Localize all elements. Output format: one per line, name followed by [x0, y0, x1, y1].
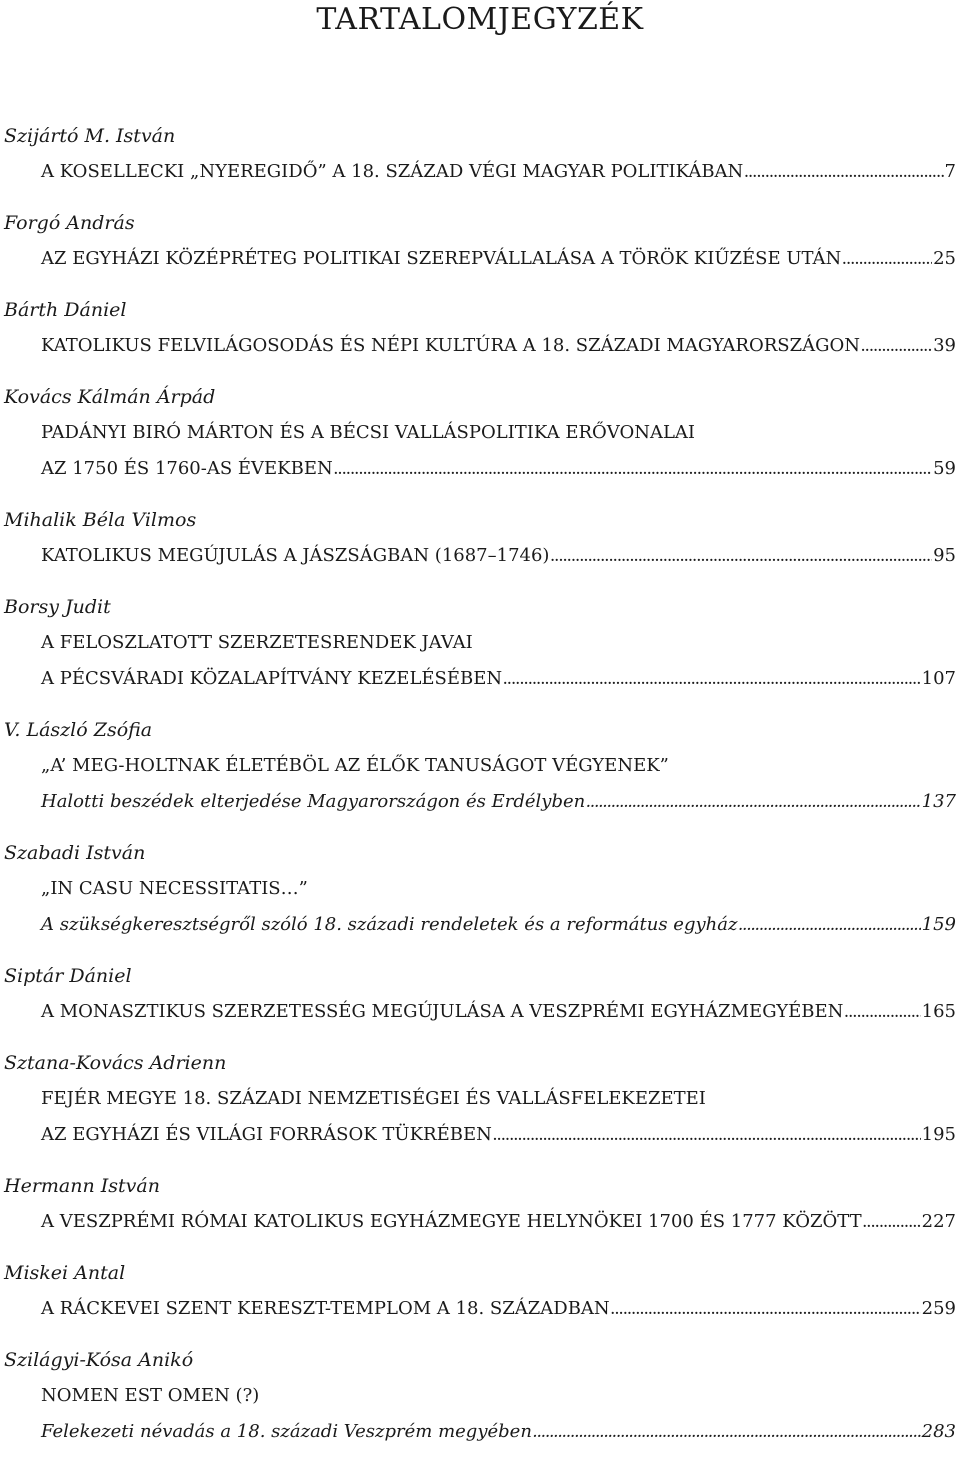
dot-leader	[533, 1415, 921, 1451]
dot-leader	[503, 662, 921, 698]
page-number: 95	[933, 545, 956, 566]
toc-line-title: Felekezeti névadás a 18. századi Veszprém megyében	[41, 1421, 532, 1442]
page-number: 283	[921, 1421, 956, 1442]
toc-author: Borsy Judit	[4, 596, 111, 618]
toc-author: Szilágyi-Kósa Anikó	[4, 1349, 194, 1371]
toc-entry	[4, 1342, 956, 1450]
toc-line-title: KATOLIKUS FELVILÁGOSODÁS ÉS NÉPI KULTÚRA A 18. SZÁZADI MAGYARORSZÁGON	[41, 335, 860, 356]
dot-leader	[586, 785, 920, 821]
toc-line	[41, 748, 956, 784]
toc-line-title: A VESZPRÉMI RÓMAI KATOLIKUS EGYHÁZMEGYE HELYNÖKEI 1700 ÉS 1777 KÖZÖTT	[41, 1211, 862, 1232]
toc-line[interactable]	[41, 1204, 956, 1240]
page-number: 159	[921, 914, 956, 935]
toc-line[interactable]	[41, 1291, 956, 1327]
page-number: 165	[921, 1001, 956, 1022]
page-title: TARTALOMJEGYZÉK	[316, 2, 644, 37]
toc-line-title: A szükségkeresztségről szóló 18. századi rendeletek és a református egyház	[41, 914, 738, 935]
page-number: 39	[933, 335, 956, 356]
page-number: 137	[921, 791, 956, 812]
toc-line-title: „IN CASU NECESSITATIS…”	[41, 878, 308, 899]
toc-author: Forgó András	[4, 212, 135, 234]
toc-line-title: AZ EGYHÁZI KÖZÉPRÉTEG POLITIKAI SZEREPVÁLLALÁSA A TÖRÖK KIŰZÉSE UTÁN	[41, 248, 842, 269]
dot-leader	[744, 155, 943, 191]
dot-leader	[863, 1205, 921, 1241]
toc-line[interactable]	[41, 1414, 956, 1450]
page-number: 259	[921, 1298, 956, 1319]
toc-line[interactable]	[41, 241, 956, 277]
toc-line[interactable]	[41, 154, 956, 190]
toc-author: Mihalik Béla Vilmos	[4, 509, 197, 531]
toc-line	[41, 1378, 956, 1414]
dot-leader	[738, 908, 920, 944]
toc-entry	[4, 1168, 956, 1240]
toc-entry	[4, 118, 956, 190]
toc-author: Szijártó M. István	[4, 125, 176, 147]
toc-line-title: PADÁNYI BIRÓ MÁRTON ÉS A BÉCSI VALLÁSPOLITIKA ERŐVONALAI	[41, 422, 696, 443]
toc-line[interactable]	[41, 994, 956, 1030]
toc-line	[41, 1081, 956, 1117]
page-number: 107	[921, 668, 956, 689]
toc-author: Sztana-Kovács Adrienn	[4, 1052, 227, 1074]
dot-leader	[844, 995, 920, 1031]
dot-leader	[334, 452, 932, 488]
toc-entry	[4, 379, 956, 487]
toc-line-title: FEJÉR MEGYE 18. SZÁZADI NEMZETISÉGEI ÉS VALLÁSFELEKEZETEI	[41, 1088, 706, 1109]
toc-entry	[4, 1255, 956, 1327]
toc-author: Siptár Dániel	[4, 965, 132, 987]
page-number: 7	[944, 161, 956, 182]
toc-line-title: A KOSELLECKI „NYEREGIDŐ” A 18. SZÁZAD VÉGI MAGYAR POLITIKÁBAN	[41, 161, 744, 182]
toc-line-title: AZ EGYHÁZI ÉS VILÁGI FORRÁSOK TÜKRÉBEN	[41, 1124, 492, 1145]
toc-line[interactable]	[41, 328, 956, 364]
toc-author: Miskei Antal	[4, 1262, 126, 1284]
table-of-contents	[4, 118, 956, 1465]
toc-line[interactable]	[41, 784, 956, 820]
toc-entry	[4, 205, 956, 277]
toc-line-title: KATOLIKUS MEGÚJULÁS A JÁSZSÁGBAN (1687–1746)	[41, 545, 550, 566]
dot-leader	[611, 1292, 921, 1328]
toc-line[interactable]	[41, 907, 956, 943]
page-number: 25	[933, 248, 956, 269]
toc-line[interactable]	[41, 451, 956, 487]
page-number: 59	[933, 458, 956, 479]
page-number: 227	[921, 1211, 956, 1232]
toc-line-title: AZ 1750 ÉS 1760-AS ÉVEKBEN	[41, 458, 333, 479]
toc-entry	[4, 589, 956, 697]
toc-line-title: A RÁCKEVEI SZENT KERESZT-TEMPLOM A 18. SZÁZADBAN	[41, 1298, 610, 1319]
toc-line-title: A PÉCSVÁRADI KÖZALAPÍTVÁNY KEZELÉSÉBEN	[41, 668, 503, 689]
toc-line	[41, 415, 956, 451]
toc-line-title: „A’ MEG-HOLTNAK ÉLETÉBÖL AZ ÉLŐK TANUSÁGOT VÉGYENEK”	[41, 755, 669, 776]
toc-line-title: A MONASZTIKUS SZERZETESSÉG MEGÚJULÁSA A VESZPRÉMI EGYHÁZMEGYÉBEN	[41, 1001, 844, 1022]
toc-line-title: Halotti beszédek elterjedése Magyarországon és Erdélyben	[41, 791, 586, 812]
toc-line-title: A FELOSZLATOTT SZERZETESRENDEK JAVAI	[41, 632, 473, 653]
toc-line	[41, 871, 956, 907]
toc-entry	[4, 958, 956, 1030]
toc-line[interactable]	[41, 538, 956, 574]
toc-line-title: NOMEN EST OMEN (?)	[41, 1385, 260, 1406]
toc-line[interactable]	[41, 1117, 956, 1153]
toc-author: Bárth Dániel	[4, 299, 127, 321]
page-number: 195	[921, 1124, 956, 1145]
toc-author: Hermann István	[4, 1175, 160, 1197]
dot-leader	[861, 329, 932, 365]
toc-author: Szabadi István	[4, 842, 146, 864]
toc-author: V. László Zsófia	[4, 719, 153, 741]
dot-leader	[550, 539, 932, 575]
toc-entry	[4, 502, 956, 574]
dot-leader	[842, 242, 932, 278]
toc-entry	[4, 712, 956, 820]
dot-leader	[493, 1118, 921, 1154]
toc-entry	[4, 1045, 956, 1153]
toc-entry	[4, 292, 956, 364]
toc-line	[41, 625, 956, 661]
toc-entry	[4, 835, 956, 943]
toc-author: Kovács Kálmán Árpád	[4, 386, 216, 408]
toc-line[interactable]	[41, 661, 956, 697]
